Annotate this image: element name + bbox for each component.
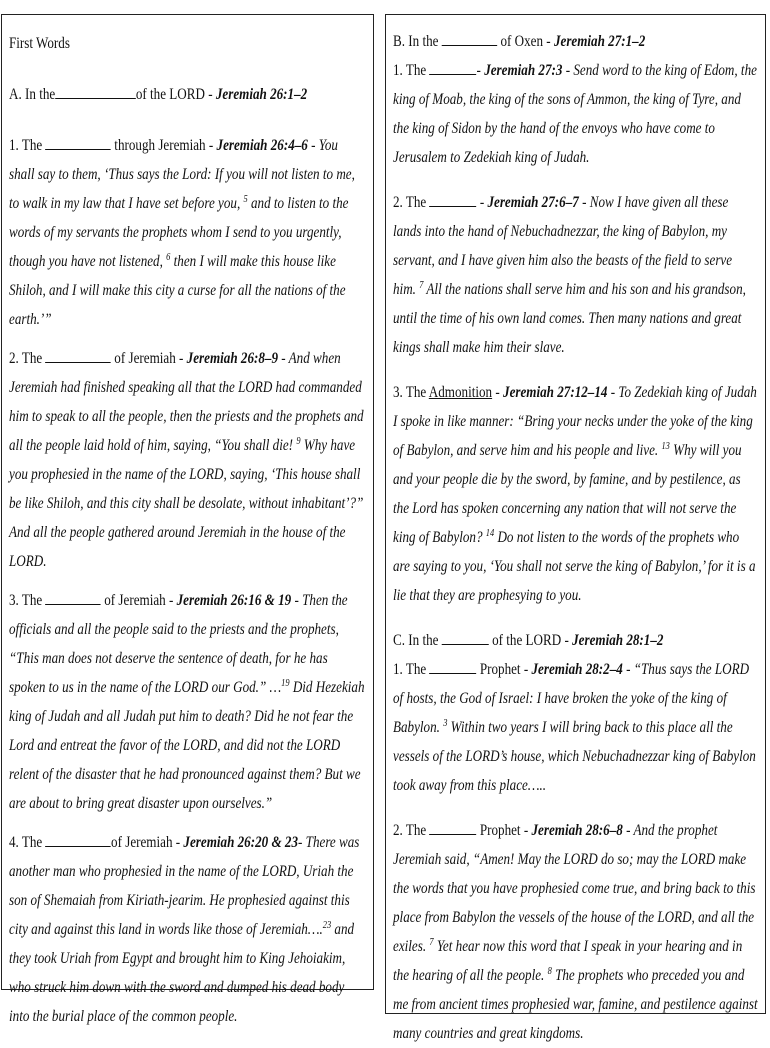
item-prefix: 3. The bbox=[9, 592, 43, 609]
verse-number: 9 bbox=[296, 435, 301, 447]
list-item bbox=[393, 56, 758, 172]
list-item bbox=[393, 655, 758, 800]
scripture-reference: Jeremiah 27:1–2 bbox=[553, 33, 646, 50]
scripture-reference: Jeremiah 26:8–9 bbox=[186, 350, 279, 367]
scripture-text: - Then the officials and all the people said to the priests and the prophets, “This man does not deserve the sentence of death, for he has spoken to us in the name of the LORD our God.” … bbox=[9, 592, 348, 696]
scripture-reference: Jeremiah 26:4–6 bbox=[216, 137, 308, 154]
scripture-text: - And the prophet Jeremiah said, “Amen! May the LORD do so; may the LORD make the words that you have prophesied come true, and bring back to this place from Babylon the vessels of the house of the LORD, and all the exiles. bbox=[393, 822, 756, 955]
item-prefix: 1. The bbox=[9, 137, 43, 154]
scripture-reference: Jeremiah 27:3 bbox=[484, 62, 563, 79]
scripture-reference: Jeremiah 26:1–2 bbox=[215, 86, 308, 103]
scripture-text: and they took Uriah from Egypt and brought him to King Jehoiakim, who struck him down with the sword and dumped his dead body into the burial place of the common people. bbox=[9, 921, 355, 1025]
item-label: - bbox=[476, 194, 488, 211]
scripture-text: Within two years I will bring back to this place all the vessels of the LORD’s house, which Nebuchadnezzar king of Babylon took away from this place….. bbox=[393, 719, 756, 794]
scripture-text: - To Zedekiah king of Judah I spoke in like manner: “Bring your necks under the yoke of the king of Babylon, and serve him and his people and live. bbox=[393, 384, 757, 459]
item-prefix: 1. The bbox=[393, 62, 427, 79]
fill-blank[interactable] bbox=[430, 60, 477, 75]
item-label: of Jeremiah - bbox=[100, 592, 177, 609]
item-prefix: 2. The bbox=[9, 350, 43, 367]
fill-blank[interactable] bbox=[442, 31, 497, 46]
list-item bbox=[9, 344, 366, 576]
section-a-prefix: A. In the bbox=[9, 86, 56, 103]
fill-blank[interactable] bbox=[430, 820, 477, 835]
verse-number: 13 bbox=[661, 440, 670, 452]
item-prefix: 3. The bbox=[393, 384, 427, 401]
scripture-text: then I will make this house like Shiloh, and I will make this city a curse for all the nations of the earth.’” bbox=[9, 253, 346, 328]
verse-number: 5 bbox=[243, 193, 248, 205]
item-label: of Jeremiah - bbox=[111, 350, 187, 367]
item-label: of Jeremiah - bbox=[111, 834, 184, 851]
verse-number: 6 bbox=[166, 251, 171, 263]
fill-blank[interactable] bbox=[55, 84, 136, 99]
scripture-text: and to listen to the words of my servants the prophets whom I send to you urgently, though you have not listened, bbox=[9, 195, 349, 270]
verse-number: 8 bbox=[547, 965, 552, 977]
section-c-prefix: C. In the bbox=[393, 632, 439, 649]
scripture-text: Did Hezekiah king of Judah and all Judah put him to death? Did he not fear the Lord and entreat the favor of the LORD, and did not the LORD relent of the disaster that he had pronounced against them? But we are about to bring great disaster upon ourselves.” bbox=[9, 679, 365, 812]
section-b-heading bbox=[393, 27, 758, 56]
scripture-reference: Jeremiah 26:20 & 23 bbox=[183, 834, 299, 851]
item-prefix: 2. The bbox=[393, 194, 427, 211]
scripture-text: - “Thus says the LORD of hosts, the God of Israel: I have broken the yoke of the king of Babylon. bbox=[393, 661, 750, 736]
item-prefix: 4. The bbox=[9, 834, 43, 851]
list-item bbox=[393, 816, 758, 1048]
verse-number: 3 bbox=[443, 717, 448, 729]
scripture-text: Why will you and your people die by the sword, by famine, and by pestilence, as the Lord has spoken concerning any nation that will not serve the king of Babylon? bbox=[393, 442, 742, 546]
section-c-suffix: of the LORD - bbox=[488, 632, 573, 649]
section-c-heading bbox=[393, 626, 758, 655]
fill-blank[interactable] bbox=[430, 192, 477, 207]
scripture-reference: Jeremiah 27:12–14 bbox=[503, 384, 608, 401]
item-prefix: 2. The bbox=[393, 822, 427, 839]
scripture-text: - Now I have given all these lands into the hand of Nebuchadnezzar, the king of Babylon, my servant, and I have given him also the beasts of the field to serve him. bbox=[393, 194, 733, 298]
filled-answer: Admonition bbox=[428, 384, 493, 401]
fill-blank[interactable] bbox=[442, 630, 489, 645]
verse-number: 23 bbox=[322, 919, 332, 931]
scripture-text: All the nations shall serve him and his son and his grandson, until the time of his own land comes. Then many nations and great kings shall make him their slave. bbox=[393, 281, 746, 356]
item-label: Prophet - bbox=[476, 661, 532, 678]
item-label: Prophet - bbox=[476, 822, 532, 839]
scripture-reference: Jeremiah 28:6–8 bbox=[531, 822, 623, 839]
scripture-text: The prophets who preceded you and me from ancient times prophesied war, famine, and pestilence against many countries and great kingdoms. bbox=[393, 967, 758, 1042]
fill-blank[interactable] bbox=[46, 135, 112, 150]
section-a-heading bbox=[9, 80, 366, 109]
list-item bbox=[9, 131, 366, 334]
list-item bbox=[9, 586, 366, 818]
page-title: First Words bbox=[9, 35, 70, 52]
right-column bbox=[385, 14, 766, 1042]
scripture-reference: Jeremiah 27:6–7 bbox=[487, 194, 579, 211]
verse-number: 14 bbox=[485, 527, 495, 539]
scripture-reference: Jeremiah 26:16 & 19 bbox=[176, 592, 292, 609]
verse-number: 7 bbox=[419, 279, 424, 291]
section-b-prefix: B. In the bbox=[393, 33, 439, 50]
scripture-text: - And when Jeremiah had finished speaking all that the LORD had commanded him to speak to all the people, then the priests and the prophets and all the people laid hold of him, saying, “You shall die! bbox=[9, 350, 364, 454]
verse-number: 7 bbox=[429, 936, 434, 948]
fill-blank[interactable] bbox=[46, 832, 112, 847]
scripture-text: - There was another man who prophesied in the name of the LORD, Uriah the son of Shemaiah from Kiriath-jearim. He prophesied against this city and against this land in words like those of Jeremiah…. bbox=[9, 834, 360, 938]
verse-number: 19 bbox=[281, 677, 290, 689]
section-b-suffix: of Oxen - bbox=[497, 33, 554, 50]
item-prefix: 1. The bbox=[393, 661, 427, 678]
section-a-suffix: of the LORD - bbox=[135, 86, 216, 103]
scripture-reference: Jeremiah 28:2–4 bbox=[531, 661, 623, 678]
list-item bbox=[9, 828, 366, 1031]
scripture-reference: Jeremiah 28:1–2 bbox=[572, 632, 664, 649]
fill-blank[interactable] bbox=[46, 590, 101, 605]
list-item bbox=[393, 188, 758, 362]
left-column bbox=[1, 14, 374, 1025]
fill-blank[interactable] bbox=[46, 348, 112, 363]
list-item bbox=[393, 378, 758, 610]
scripture-text: - You shall say to them, ‘Thus says the Lord: If you will not listen to me, to walk in my law that I have set before you, bbox=[9, 137, 355, 212]
item-label: - bbox=[492, 384, 504, 401]
scripture-text: Why have you prophesied in the name of the LORD, saying, ‘This house shall be like Shiloh, and this city shall be desolate, without inhabitant’?” And all the people gathered around Jeremiah in the house of the LORD. bbox=[9, 437, 364, 570]
scripture-text: - Send word to the king of Edom, the king of Moab, the king of the sons of Ammon, the king of Tyre, and the king of Sidon by the hand of the envoys who have come to Jerusalem to Zedekiah king of Judah. bbox=[393, 62, 757, 166]
item-label: - bbox=[476, 62, 485, 79]
scripture-text: Do not listen to the words of the prophets who are saying to you, ‘You shall not serve the king of Babylon,’ for it is a lie that they are prophesying to you. bbox=[393, 529, 756, 604]
fill-blank[interactable] bbox=[430, 659, 477, 674]
scripture-text: Yet hear now this word that I speak in your hearing and in the hearing of all the people. bbox=[393, 938, 743, 984]
item-label: through Jeremiah - bbox=[111, 137, 217, 154]
